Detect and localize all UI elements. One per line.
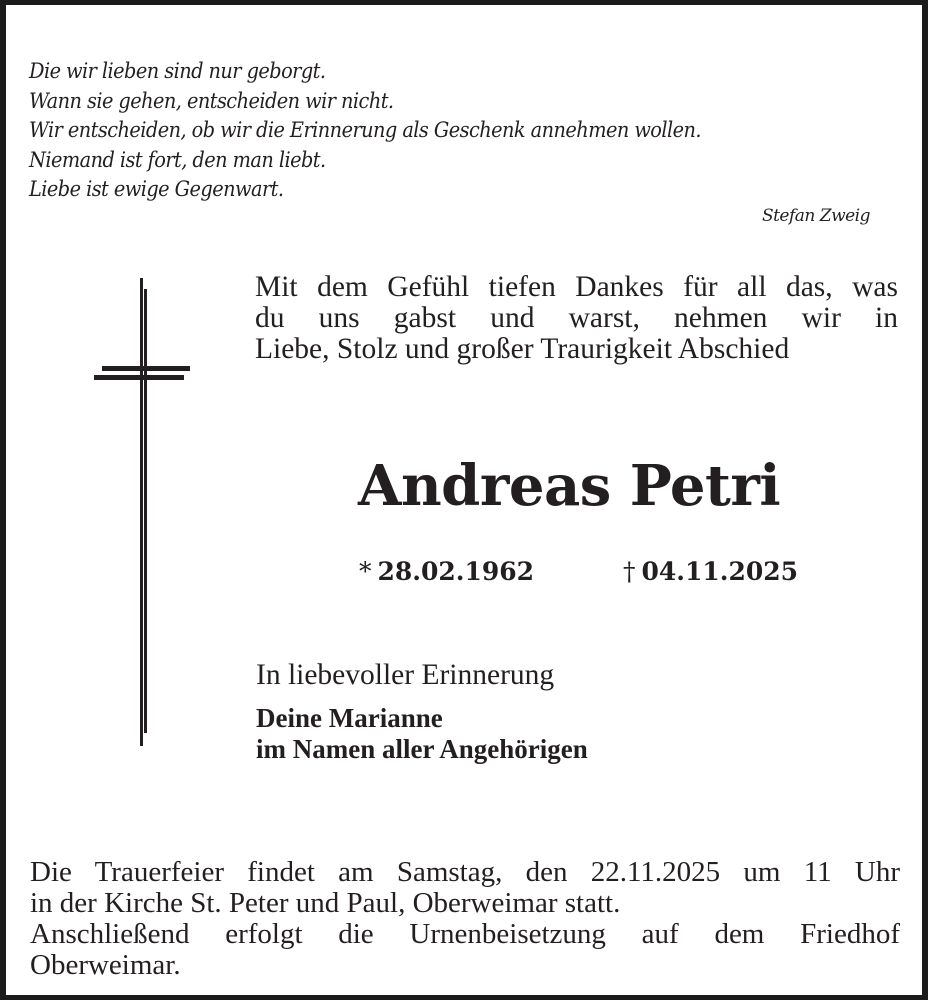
ceremony-line: Anschließend erfolgt die Urnenbeisetzung auf dem Friedhof xyxy=(30,918,900,950)
signature-line: im Namen aller Angehörigen xyxy=(256,734,588,764)
obituary-card xyxy=(6,5,922,995)
birth-date-group xyxy=(359,557,534,586)
intro-line: Liebe, Stolz und großer Traurigkeit Abschied xyxy=(255,333,790,365)
quote-block xyxy=(29,57,820,205)
death-date-group xyxy=(623,557,798,586)
signature-line: Deine Marianne xyxy=(256,703,443,733)
intro-text xyxy=(255,272,898,365)
memory-line: In liebevoller Erinnerung xyxy=(256,659,555,691)
cross-horizontal-bar xyxy=(94,375,184,380)
ceremony-line: Oberweimar. xyxy=(30,949,181,981)
quote-line: Wann sie gehen, entscheiden wir nicht. xyxy=(29,88,394,113)
birth-date: 28.02.1962 xyxy=(377,557,535,586)
quote-line: Wir entscheiden, ob wir die Erinnerung als Geschenk annehmen wollen. xyxy=(29,118,702,142)
birth-star-icon: * xyxy=(359,557,372,586)
death-date: 04.11.2025 xyxy=(641,557,799,586)
quote-line: Die wir lieben sind nur geborgt. xyxy=(29,59,326,83)
signature-block xyxy=(256,703,588,765)
cross-vertical-bar xyxy=(144,289,147,733)
intro-line: Mit dem Gefühl tiefen Dankes für all das, was xyxy=(255,271,898,303)
ceremony-info xyxy=(30,857,900,981)
dagger-icon: † xyxy=(623,557,636,586)
cross-horizontal-bar xyxy=(102,366,190,371)
deceased-name: Andreas Petri xyxy=(358,453,781,519)
ceremony-line: in der Kirche St. Peter und Paul, Oberweimar statt. xyxy=(30,887,621,919)
quote-author: Stefan Zweig xyxy=(761,206,870,226)
intro-line: du uns gabst und warst, nehmen wir in xyxy=(255,302,898,334)
ceremony-line: Die Trauerfeier findet am Samstag, den 22.11.2025 um 11 Uhr xyxy=(30,856,900,888)
quote-line: Liebe ist ewige Gegenwart. xyxy=(29,177,284,201)
cross-vertical-bar xyxy=(140,278,143,746)
quote-line: Niemand ist fort, den man liebt. xyxy=(29,147,326,172)
